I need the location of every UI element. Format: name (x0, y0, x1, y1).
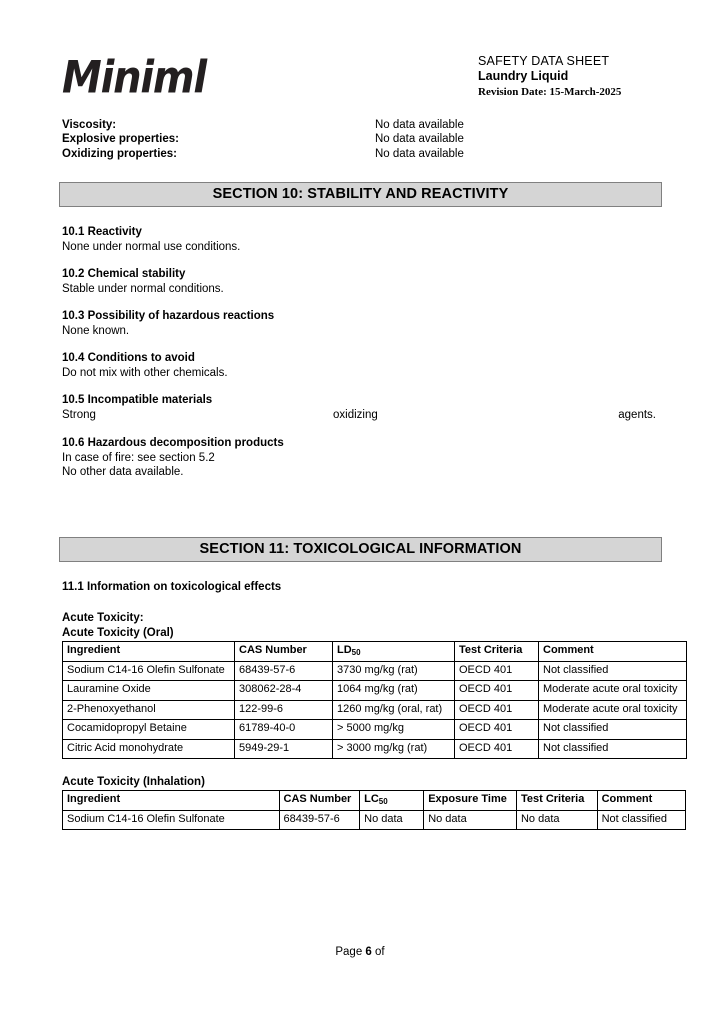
incompatible-word-left: Strong (62, 409, 96, 421)
column-header-ld50 (333, 642, 455, 662)
column-header-test-criteria: Test Criteria (455, 642, 539, 662)
column-header-lc50 (360, 791, 424, 811)
subsection-title: 10.4 Conditions to avoid (62, 352, 195, 364)
spacer (62, 759, 682, 775)
lc50-subscript: 50 (378, 797, 388, 806)
decomposition-line-1: In case of fire: see section 5.2 (62, 451, 215, 464)
cell-test-criteria: OECD 401 (455, 681, 539, 701)
revision-date: Revision Date: 15-March-2025 (478, 86, 622, 98)
footer-page-number: 6 (365, 946, 372, 958)
subsection-title: 10.3 Possibility of hazardous reactions (62, 310, 275, 322)
property-row (62, 133, 662, 147)
footer-prefix: Page (335, 946, 363, 958)
table-row (63, 739, 687, 759)
ld50-base: LD (337, 644, 352, 656)
incompatible-word-right: agents. (618, 409, 656, 421)
property-value: No data available (375, 119, 464, 131)
section-11-content (62, 580, 682, 830)
section-10-banner: SECTION 10: STABILITY AND REACTIVITY (59, 182, 662, 207)
table-row (63, 681, 687, 701)
ld50-subscript: 50 (351, 648, 361, 657)
table-row (63, 700, 687, 720)
cell-comment: Moderate acute oral toxicity (539, 681, 687, 701)
table-header-row (63, 642, 687, 662)
cell-cas-number: 68439-57-6 (235, 661, 333, 681)
table-row (63, 810, 686, 830)
cell-test-criteria: OECD 401 (455, 739, 539, 759)
cell-cas-number: 122-99-6 (235, 700, 333, 720)
subsection-title: 10.2 Chemical stability (62, 268, 186, 280)
oral-table-caption: Acute Toxicity (Oral) (62, 627, 174, 639)
subsection-10-2 (62, 267, 662, 297)
acute-toxicity-inhalation-table (62, 790, 686, 830)
inhalation-table-caption: Acute Toxicity (Inhalation) (62, 776, 205, 788)
cell-ingredient: Sodium C14-16 Olefin Sulfonate (63, 661, 235, 681)
subsection-title: 10.5 Incompatible materials (62, 394, 213, 406)
cell-ld50: > 5000 mg/kg (333, 720, 455, 740)
page-header (0, 0, 720, 118)
cell-exposure-time: No data (424, 810, 517, 830)
property-label: Viscosity: (62, 119, 117, 131)
sds-title: SAFETY DATA SHEET (478, 54, 610, 68)
cell-ingredient: Lauramine Oxide (63, 681, 235, 701)
cell-ld50: 1064 mg/kg (rat) (333, 681, 455, 701)
property-row (62, 119, 662, 133)
cell-comment: Moderate acute oral toxicity (539, 700, 687, 720)
column-header-cas-number: CAS Number (235, 642, 333, 662)
column-header-exposure-time: Exposure Time (424, 791, 517, 811)
acute-toxicity-label: Acute Toxicity: (62, 612, 144, 624)
cell-test-criteria: OECD 401 (455, 661, 539, 681)
section-10-content (62, 225, 662, 492)
column-header-ingredient: Ingredient (63, 791, 280, 811)
table-header-row (63, 791, 686, 811)
physical-properties-list (62, 119, 662, 162)
property-row (62, 148, 662, 162)
subsection-body: None known. (62, 325, 130, 337)
decomposition-line-2: No other data available. (62, 466, 184, 478)
subsection-10-6 (62, 436, 662, 480)
cell-ingredient: Cocamidopropyl Betaine (63, 720, 235, 740)
subsection-10-1 (62, 225, 662, 255)
lc50-base: LC (364, 793, 379, 805)
brand-logo: Miniml (62, 52, 206, 104)
cell-test-criteria: No data (516, 810, 597, 830)
acute-toxicity-oral-table (62, 641, 687, 759)
cell-cas-number: 308062-28-4 (235, 681, 333, 701)
page-footer (0, 946, 720, 958)
cell-ingredient: 2-Phenoxyethanol (63, 700, 235, 720)
cell-ld50: > 3000 mg/kg (rat) (333, 739, 455, 759)
cell-comment: Not classified (539, 720, 687, 740)
footer-suffix: of (375, 946, 385, 958)
subsection-title: 10.1 Reactivity (62, 226, 142, 238)
subsection-10-5 (62, 393, 662, 423)
cell-comment: Not classified (539, 661, 687, 681)
cell-test-criteria: OECD 401 (455, 700, 539, 720)
subsection-body: None under normal use conditions. (62, 241, 241, 253)
table-row (63, 661, 687, 681)
subsection-body: Do not mix with other chemicals. (62, 367, 228, 379)
property-label: Oxidizing properties: (62, 147, 178, 160)
product-name: Laundry Liquid (478, 69, 569, 83)
column-header-comment: Comment (539, 642, 687, 662)
cell-comment: Not classified (597, 810, 685, 830)
spacer (62, 595, 682, 611)
property-value: No data available (375, 133, 464, 146)
subsection-10-4 (62, 351, 662, 381)
property-value: No data available (375, 147, 464, 160)
section-11-banner: SECTION 11: TOXICOLOGICAL INFORMATION (59, 537, 662, 562)
subsection-10-3 (62, 309, 662, 339)
table-row (63, 720, 687, 740)
subsection-11-1-title: 11.1 Information on toxicological effects (62, 581, 282, 593)
cell-test-criteria: OECD 401 (455, 720, 539, 740)
incompatible-word-middle: oxidizing (333, 409, 378, 421)
property-label: Explosive properties: (62, 133, 179, 146)
cell-ld50: 1260 mg/kg (oral, rat) (333, 700, 455, 720)
subsection-title: 10.6 Hazardous decomposition products (62, 436, 284, 449)
cell-cas-number: 68439-57-6 (279, 810, 360, 830)
cell-lc50: No data (360, 810, 424, 830)
column-header-ingredient: Ingredient (63, 642, 235, 662)
cell-comment: Not classified (539, 739, 687, 759)
column-header-test-criteria: Test Criteria (516, 791, 597, 811)
subsection-body: Stable under normal conditions. (62, 283, 224, 295)
column-header-comment: Comment (597, 791, 685, 811)
cell-ingredient: Sodium C14-16 Olefin Sulfonate (63, 810, 280, 830)
cell-ingredient: Citric Acid monohydrate (63, 739, 235, 759)
cell-cas-number: 61789-40-0 (235, 720, 333, 740)
cell-ld50: 3730 mg/kg (rat) (333, 661, 455, 681)
incompatible-materials-line (62, 408, 656, 423)
cell-cas-number: 5949-29-1 (235, 739, 333, 759)
column-header-cas-number: CAS Number (279, 791, 360, 811)
document-header-block (478, 54, 708, 99)
